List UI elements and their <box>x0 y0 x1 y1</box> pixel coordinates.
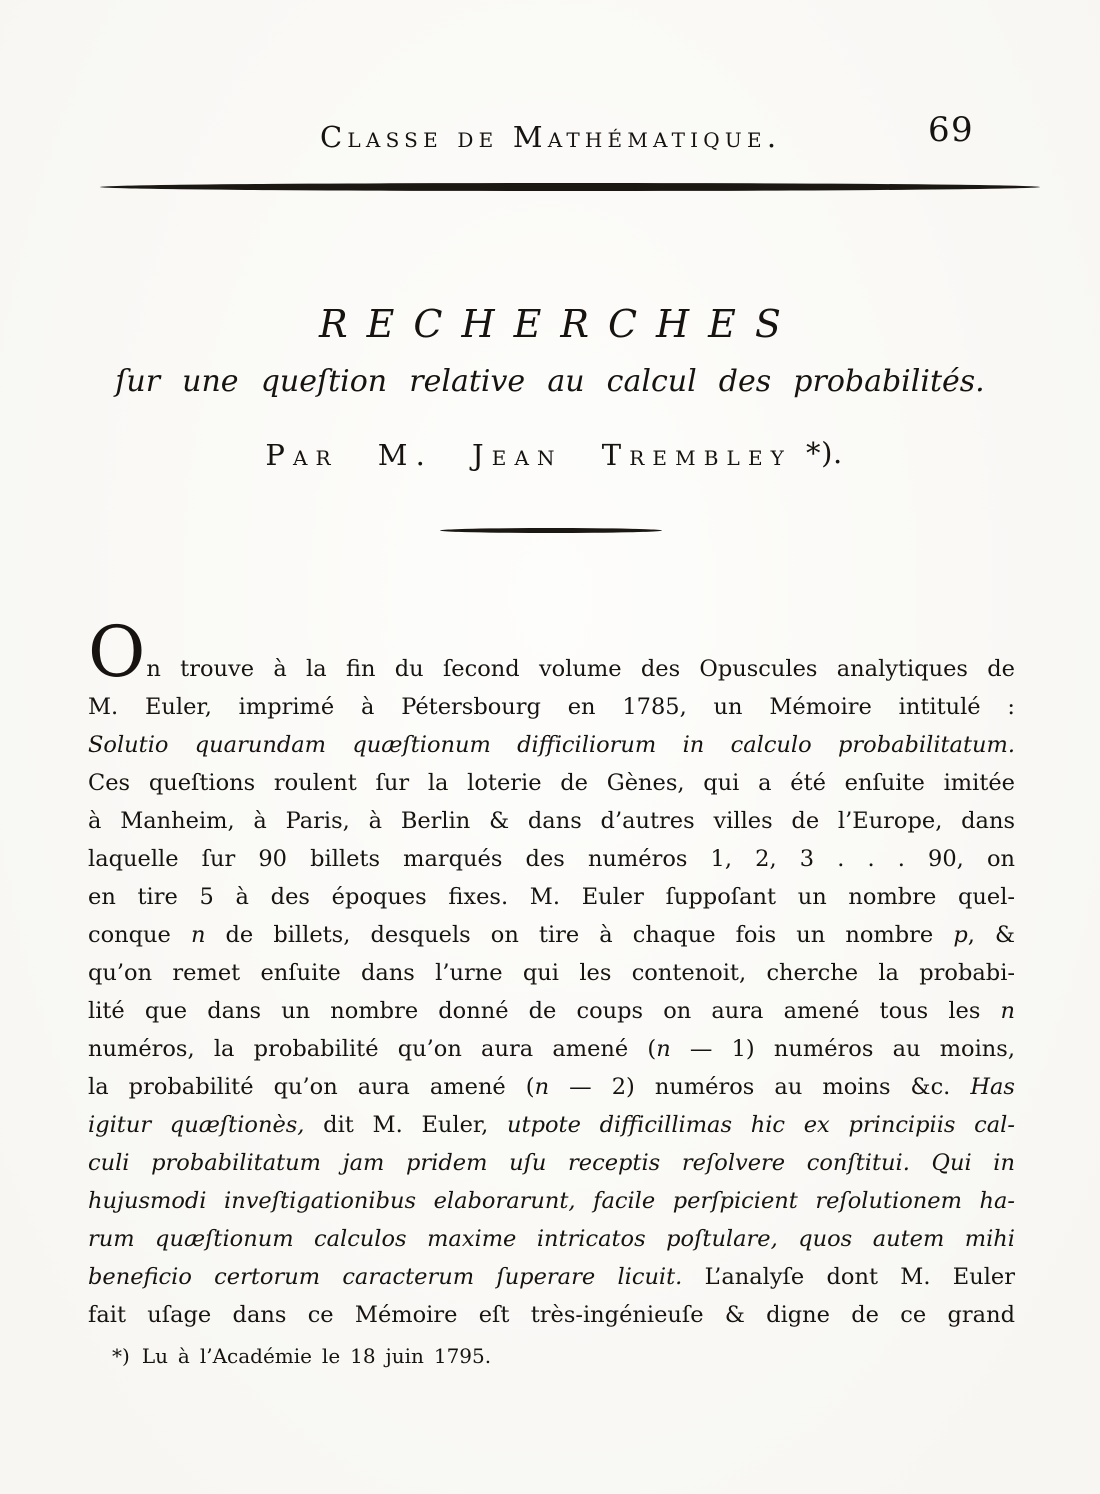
body-line <box>88 916 1015 954</box>
header-rule <box>100 183 1040 191</box>
body-text-segment: n <box>656 1036 671 1062</box>
section-rule <box>440 528 662 533</box>
article-subtitle: ſur une queſtion relative au calcul des probabilités. <box>115 364 985 399</box>
running-title: Classe de Mathématique. <box>320 120 782 154</box>
body-line <box>88 764 1015 802</box>
body-line <box>88 1296 1015 1334</box>
article-title: RECHERCHES <box>319 302 800 346</box>
footnote-text: Lu à l’Académie le 18 juin 1795. <box>141 1344 492 1368</box>
byline-author: Par M. Jean Trembley <box>265 438 792 472</box>
body-text-segment: — 1) numéros au moins, <box>670 1036 1015 1062</box>
body-line <box>88 1106 1015 1144</box>
byline <box>0 438 1100 472</box>
body-line <box>88 802 1015 840</box>
body-text-segment: lité que dans un nombre donné de coups on aura amené tous les <box>88 998 1001 1024</box>
body-text-segment: , & <box>967 922 1016 948</box>
body-text-segment: numéros, la probabilité qu’on aura amené ( <box>88 1036 657 1062</box>
body-text-segment: M. Euler, imprimé à Pétersbourg en 1785, un Mémoire intitulé : <box>88 694 1015 720</box>
body-line <box>88 611 1015 693</box>
body-text-segment: qu’on remet enſuite dans l’urne qui les contenoit, cherche la probabi- <box>88 960 1015 986</box>
body-text <box>88 611 1016 1334</box>
body-text-segment: n <box>534 1074 550 1100</box>
body-text-segment: culi probabilitatum jam pridem uſu receptis reſolvere conſtitui. Qui in <box>88 1150 1015 1176</box>
footnote-reference-mark: *). <box>806 436 843 470</box>
body-text-segment: Solutio quarundam quæſtionum difficiliorum in calculo probabilitatum. <box>88 732 1015 758</box>
body-line <box>88 688 1015 726</box>
body-line <box>88 1030 1015 1068</box>
body-text-segment: Has <box>970 1074 1015 1100</box>
body-text-segment: à Manheim, à Paris, à Berlin & dans d’autres villes de l’Europe, dans <box>88 808 1015 834</box>
footnote-mark: *) <box>112 1344 130 1368</box>
body-text-segment: p <box>953 922 968 948</box>
body-line <box>88 992 1015 1030</box>
body-text-segment: conque <box>88 922 191 948</box>
body-text-segment: L’analyſe dont M. Euler <box>682 1264 1015 1290</box>
body-text-segment: la probabilité qu’on aura amené ( <box>88 1074 535 1100</box>
body-text-segment: utpote difficillimas hic ex principiis cal- <box>507 1112 1015 1138</box>
body-line <box>88 726 1015 764</box>
footnote <box>112 1344 491 1368</box>
body-line <box>88 1220 1015 1258</box>
body-line <box>88 840 1015 878</box>
body-text-segment: n <box>1000 998 1015 1024</box>
body-text-segment: en tire 5 à des époques fixes. M. Euler ſuppoſant un nombre quel- <box>88 884 1015 910</box>
body-text-segment: laquelle ſur 90 billets marqués des numéros 1, 2, 3 . . . 90, on <box>88 846 1015 872</box>
body-text-segment: n <box>190 922 206 948</box>
body-line <box>88 954 1015 992</box>
body-text-segment: hujusmodi inveſtigationibus elaborarunt, facile perſpicient reſolutionem ha- <box>88 1188 1015 1214</box>
body-text-segment: rum quæſtionum calculos maxime intricatos poſtulare, quos autem mihi <box>88 1226 1015 1252</box>
body-text-segment: igitur quæſtionès, <box>88 1112 305 1138</box>
body-text-segment: — 2) numéros au moins &c. <box>549 1074 971 1100</box>
page-number: 69 <box>928 110 974 150</box>
body-line <box>88 1068 1015 1106</box>
body-text-segment: Ces queſtions roulent ſur la loterie de Gènes, qui a été enſuite imitée <box>88 770 1015 796</box>
body-line <box>88 1258 1015 1296</box>
body-line <box>88 1144 1015 1182</box>
body-text-segment: fait uſage dans ce Mémoire eſt très-ingénieuſe & digne de ce grand <box>88 1302 1015 1328</box>
body-text-segment: de billets, desquels on tire à chaque fois un nombre <box>205 922 954 948</box>
body-line <box>88 878 1015 916</box>
body-text-segment: dit M. Euler, <box>304 1112 508 1138</box>
body-line <box>88 1182 1015 1220</box>
drop-cap: O <box>88 611 147 693</box>
body-text-segment: beneficio certorum caracterum ſuperare licuit. <box>88 1264 683 1290</box>
body-text-segment: n trouve à la fin du ſecond volume des Opuscules analytiques de <box>146 656 1015 682</box>
